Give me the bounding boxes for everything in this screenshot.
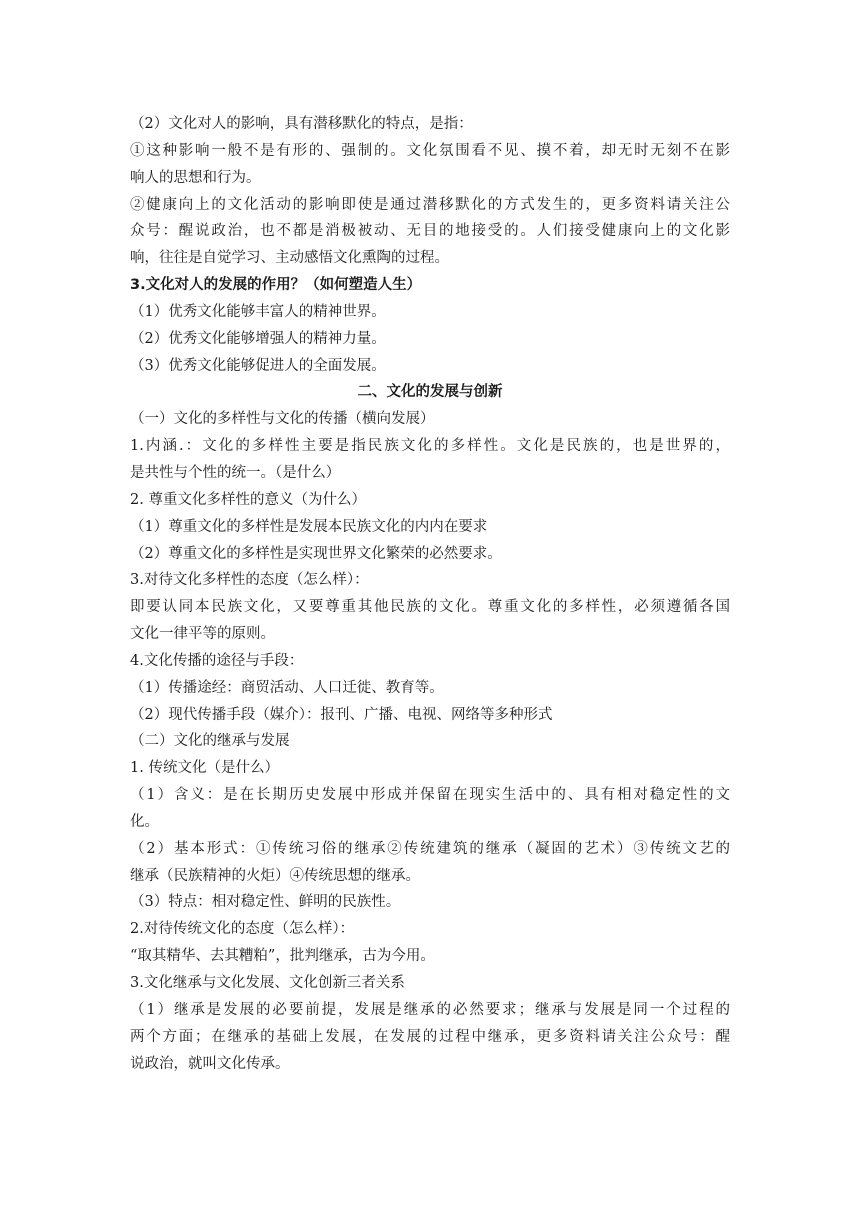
text-line: （3）特点：相对稳定性、鲜明的民族性。 (130, 894, 401, 911)
text-line: （2）文化对人的影响，具有潜移默化的特点，是指： (130, 116, 473, 132)
section-heading: 二、文化的发展与创新 (357, 384, 503, 401)
text-line: 响，往往是自觉学习、主动感悟文化熏陶的过程。 (130, 250, 449, 267)
text-line: （1）继承是发展的必要前提，发展是继承的必然要求；继承与发展是同一个过程的 (130, 1001, 730, 1018)
text-line: 2.对待传统文化的态度（怎么样）： (130, 921, 355, 938)
text-line: 1. 传统文化（是什么） (130, 760, 279, 777)
text-line: （1）尊重文化的多样性是发展本民族文化的内内在要求 (130, 518, 488, 535)
text-line: （二）文化的继承与发展 (130, 733, 290, 750)
text-line: （3）优秀文化能够促进人的全面发展。 (130, 357, 386, 374)
text-line: 3.文化继承与文化发展、文化创新三者关系 (130, 975, 405, 991)
text-line: 1.内涵.：文化的多样性主要是指民族文化的多样性。文化是民族的，也是世界的， (130, 438, 730, 455)
text-line: （1）含义：是在长期历史发展中形成并保留在现实生活中的、具有相对稳定性的文 (130, 787, 730, 804)
text-line: 2. 尊重文化多样性的意义（为什么） (130, 491, 366, 508)
text-line: （2）现代传播手段（媒介）：报刊、广播、电视、网络等多种形式 (130, 706, 553, 723)
text-line: 是共性与个性的统一。（是什么） (130, 464, 341, 481)
text-line: 说政治，就叫文化传承。 (130, 1055, 290, 1072)
text-line: （1）优秀文化能够丰富人的精神世界。 (130, 303, 386, 320)
text-line: 化。 (130, 813, 159, 830)
text-line: ①这种影响一般不是有形的、强制的。文化氛围看不见、摸不着，却无时无刻不在影 (130, 142, 730, 159)
text-line: 4.文化传播的途径与手段： (130, 652, 304, 669)
text-line: （2）尊重文化的多样性是实现世界文化繁荣的必然要求。 (130, 545, 502, 562)
text-line: “取其精华、去其糟粕”，批判继承，古为今用。 (130, 948, 435, 965)
text-line: 响人的思想和行为。 (130, 169, 261, 186)
text-line: 继承（民族精神的火炬）④传统思想的继承。 (130, 867, 420, 884)
text-line: 众号：醒说政治，也不都是消极被动、无目的地接受的。人们接受健康向上的文化影 (130, 223, 730, 240)
text-line: ②健康向上的文化活动的影响即使是通过潜移默化的方式发生的，更多资料请关注公 (130, 196, 730, 213)
text-line: 文化一律平等的原则。 (130, 626, 275, 643)
text-line: 两个方面；在继承的基础上发展，在发展的过程中继承，更多资料请关注公众号：醒 (130, 1028, 730, 1045)
text-line: （2）基本形式：①传统习俗的继承②传统建筑的继承（凝固的艺术）③传统文艺的 (130, 840, 730, 857)
document-body (130, 112, 730, 1078)
text-line: （1）传播途经：商贸活动、人口迁徙、教育等。 (130, 679, 444, 696)
text-line: （2）优秀文化能够增强人的精神力量。 (130, 330, 386, 347)
text-line: 即要认同本民族文化，又要尊重其他民族的文化。尊重文化的多样性，必须遵循各国 (130, 599, 730, 616)
question-heading: 3.文化对人的发展的作用？（如何塑造人生） (130, 277, 422, 294)
text-line: 3.对待文化多样性的态度（怎么样）： (130, 572, 369, 589)
text-line: （一）文化的多样性与文化的传播（横向发展） (130, 411, 435, 428)
